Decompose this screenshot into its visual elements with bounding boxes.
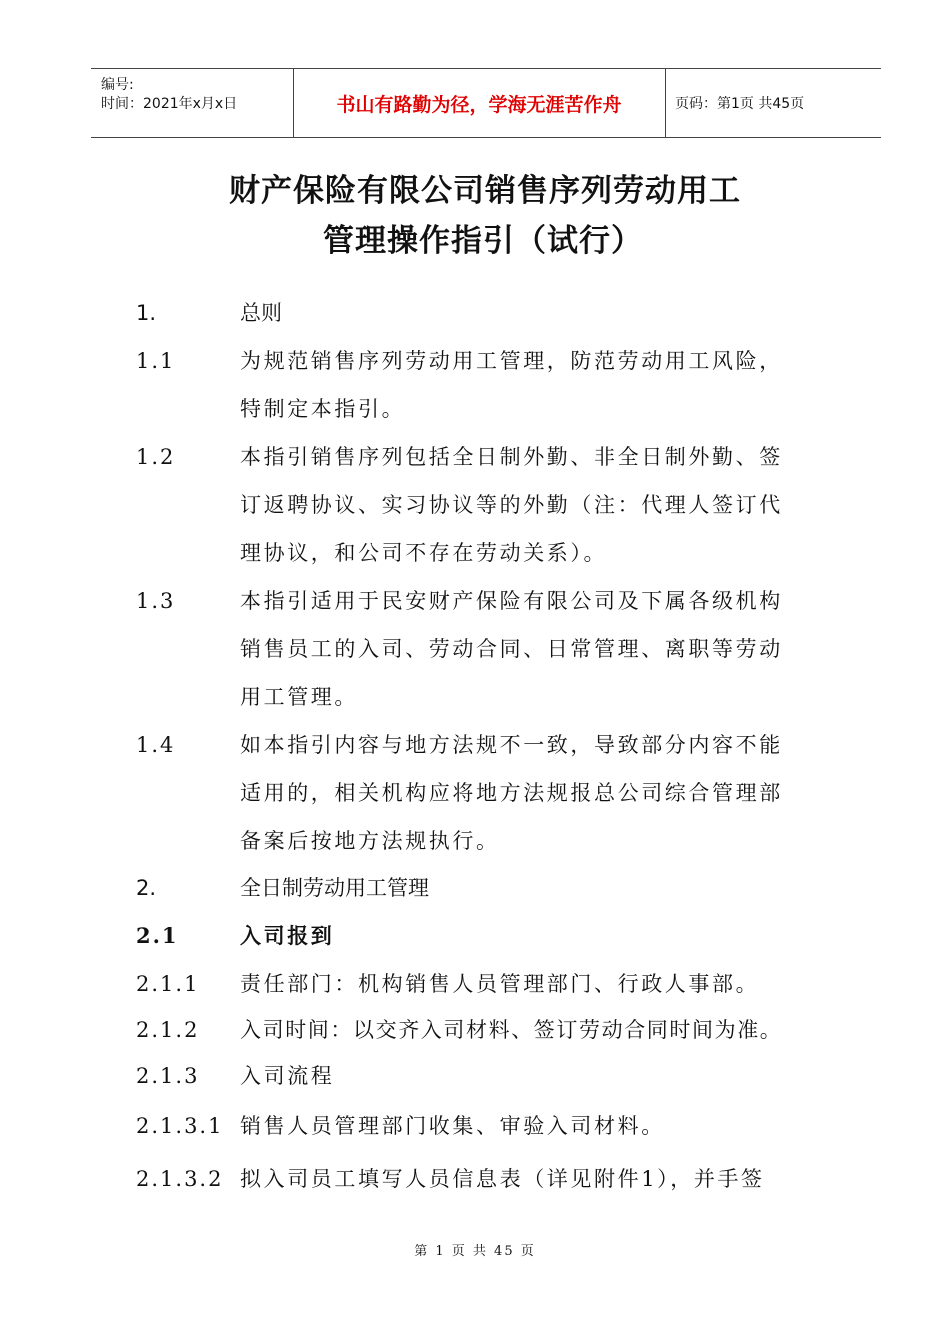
header-meta-cell bbox=[91, 69, 294, 137]
section-text-line: 入司报到 bbox=[240, 923, 335, 948]
section-text-line: 适用的，相关机构应将地方法规报总公司综合管理部 bbox=[240, 781, 783, 805]
section-text-line: 备案后按地方法规执行。 bbox=[240, 829, 500, 853]
section-number: 2.1.3 bbox=[136, 1064, 200, 1088]
section-text-line: 总则 bbox=[240, 301, 282, 325]
section-text-line: 本指引适用于民安财产保险有限公司及下属各级机构 bbox=[240, 589, 783, 613]
document-header bbox=[91, 68, 881, 138]
section-number: 2. bbox=[136, 876, 157, 900]
section-number: 2.1 bbox=[136, 923, 179, 948]
section-text-line: 订返聘协议、实习协议等的外勤（注：代理人签订代 bbox=[240, 493, 783, 517]
section-number: 1.3 bbox=[136, 589, 176, 613]
section-text-line: 入司时间：以交齐入司材料、签订劳动合同时间为准。 bbox=[240, 1018, 783, 1042]
section-text-line: 全日制劳动用工管理 bbox=[240, 876, 429, 900]
section-number: 2.1.2 bbox=[136, 1018, 200, 1042]
section-text-line: 责任部门：机构销售人员管理部门、行政人事部。 bbox=[240, 972, 760, 996]
section-number: 1. bbox=[136, 301, 157, 325]
header-motto: 书山有路勤为径，学海无涯苦作舟 bbox=[293, 69, 666, 137]
section-text-line: 本指引销售序列包括全日制外勤、非全日制外勤、签 bbox=[240, 445, 783, 469]
page-footer: 第 1 页 共 45 页 bbox=[414, 1244, 536, 1259]
section-text-line: 入司流程 bbox=[240, 1064, 335, 1088]
section-text-line: 特制定本指引。 bbox=[240, 397, 406, 421]
section-text-line: 拟入司员工填写人员信息表（详见附件1），并手签 bbox=[240, 1167, 765, 1191]
document-title-line2: 管理操作指引（试行） bbox=[323, 223, 643, 259]
section-text-line: 销售员工的入司、劳动合同、日常管理、离职等劳动 bbox=[240, 637, 783, 661]
header-number-label: 编号: bbox=[101, 77, 134, 93]
section-text-line: 销售人员管理部门收集、审验入司材料。 bbox=[240, 1114, 665, 1138]
section-number: 2.1.3.1 bbox=[136, 1114, 224, 1138]
section-number: 2.1.1 bbox=[136, 972, 200, 996]
header-time-label: 时间：2021年x月x日 bbox=[101, 96, 238, 112]
section-text-line: 用工管理。 bbox=[240, 685, 358, 709]
section-number: 2.1.3.2 bbox=[136, 1167, 224, 1191]
section-number: 1.2 bbox=[136, 445, 176, 469]
section-text-line: 理协议，和公司不存在劳动关系）。 bbox=[240, 541, 608, 565]
document-title-line1: 财产保险有限公司销售序列劳动用工 bbox=[229, 173, 741, 209]
section-number: 1.4 bbox=[136, 733, 176, 757]
section-text-line: 为规范销售序列劳动用工管理，防范劳动用工风险， bbox=[240, 349, 783, 373]
header-page-info: 页码：第1页 共45页 bbox=[675, 96, 805, 112]
section-number: 1.1 bbox=[136, 349, 176, 373]
section-text-line: 如本指引内容与地方法规不一致，导致部分内容不能 bbox=[240, 733, 783, 757]
